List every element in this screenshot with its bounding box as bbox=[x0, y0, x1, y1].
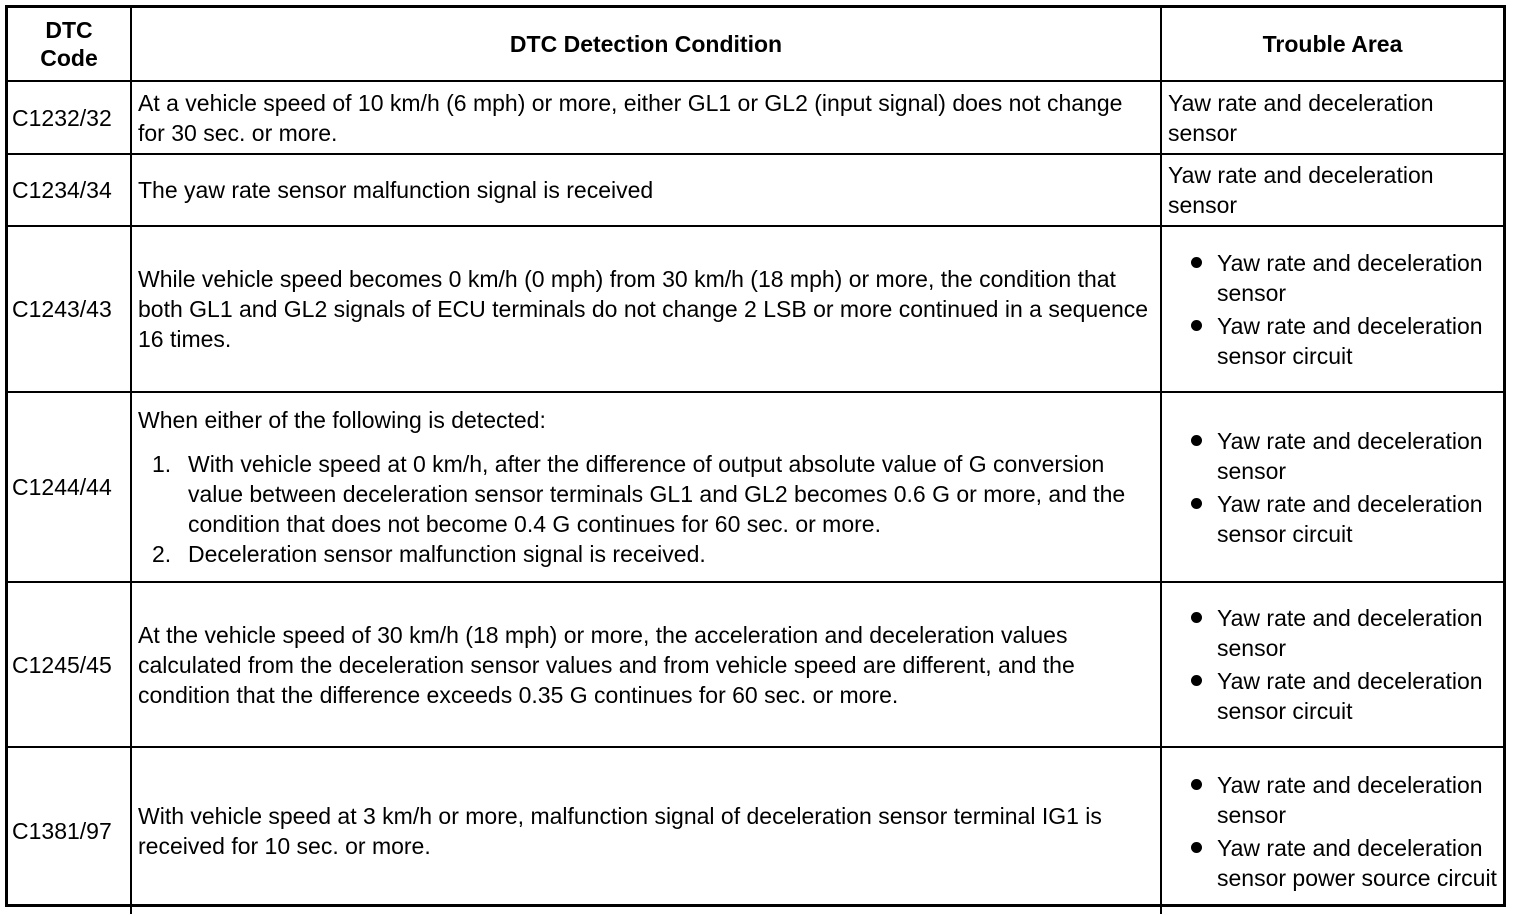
bullet-icon bbox=[1191, 675, 1202, 686]
detection-condition-cell: While vehicle speed becomes 0 km/h (0 mph) from 30 km/h (18 mph) or more, the condition that both GL1 and GL2 signals of ECU terminals do not change 2 LSB or more continued in a sequence 16 times. bbox=[131, 226, 1161, 392]
header-dtc-code-line1: DTC bbox=[45, 17, 93, 43]
trouble-area-list bbox=[1168, 770, 1503, 893]
dtc-table bbox=[8, 8, 1503, 914]
trouble-area-item: Yaw rate and deceleration sensor power source circuit bbox=[1168, 833, 1503, 893]
trouble-area-item: Yaw rate and deceleration sensor circuit bbox=[1168, 489, 1503, 549]
dtc-code-cell: C1244/44 bbox=[8, 392, 131, 582]
dtc-code-cell: C1243/43 bbox=[8, 226, 131, 392]
trouble-area-cell bbox=[1161, 582, 1503, 747]
dtc-table-frame bbox=[5, 5, 1506, 907]
trouble-area-item: Yaw rate and deceleration sensor bbox=[1168, 603, 1503, 663]
trouble-area-item: Yaw rate and deceleration sensor circuit bbox=[1168, 666, 1503, 726]
trouble-area-cell bbox=[1161, 747, 1503, 914]
trouble-area-list bbox=[1168, 248, 1503, 371]
detection-condition-cell bbox=[131, 392, 1161, 582]
trouble-area-cell bbox=[1161, 226, 1503, 392]
condition-lead-text: When either of the following is detected: bbox=[138, 407, 546, 433]
bullet-icon bbox=[1191, 842, 1202, 853]
trouble-area-list bbox=[1168, 603, 1503, 726]
trouble-area-list bbox=[1168, 426, 1503, 549]
table-row bbox=[8, 392, 1503, 582]
header-row bbox=[8, 8, 1503, 81]
trouble-area-cell: Yaw rate and deceleration sensor bbox=[1161, 81, 1503, 154]
condition-list-item: 2. Deceleration sensor malfunction signal is received. bbox=[152, 541, 706, 567]
dtc-code-cell: C1234/34 bbox=[8, 154, 131, 226]
list-number: 1. bbox=[152, 451, 172, 477]
dtc-code-cell: C1381/97 bbox=[8, 747, 131, 914]
bullet-icon bbox=[1191, 257, 1202, 268]
bullet-icon bbox=[1191, 612, 1202, 623]
bullet-icon bbox=[1191, 498, 1202, 509]
dtc-code-cell: C1245/45 bbox=[8, 582, 131, 747]
trouble-area-item: Yaw rate and deceleration sensor bbox=[1168, 770, 1503, 830]
trouble-area-cell bbox=[1161, 392, 1503, 582]
condition-list-item: 1. With vehicle speed at 0 km/h, after the difference of output absolute value of G conversion value between deceleration sensor terminals GL1 and GL2 becomes 0.6 G or more, and the condition that does not become 0.4 G continues for 60 sec. or more. bbox=[152, 451, 1126, 537]
bullet-icon bbox=[1191, 320, 1202, 331]
detection-condition-cell: The yaw rate sensor malfunction signal is received bbox=[131, 154, 1161, 226]
bullet-icon bbox=[1191, 435, 1202, 446]
detection-condition-cell: At the vehicle speed of 30 km/h (18 mph) or more, the acceleration and deceleration values calculated from the deceleration sensor values and from vehicle speed are different, and the condition that the difference exceeds 0.35 G continues for 60 sec. or more. bbox=[131, 582, 1161, 747]
header-dtc-code bbox=[8, 8, 131, 81]
dtc-code-cell: C1232/32 bbox=[8, 81, 131, 154]
trouble-area-item: Yaw rate and deceleration sensor circuit bbox=[1168, 311, 1503, 371]
header-detection-condition: DTC Detection Condition bbox=[131, 8, 1161, 81]
detection-condition-cell: With vehicle speed at 3 km/h or more, malfunction signal of deceleration sensor terminal IG1 is received for 10 sec. or more. bbox=[131, 747, 1161, 914]
header-dtc-code-line2: Code bbox=[40, 45, 98, 71]
trouble-area-cell: Yaw rate and deceleration sensor bbox=[1161, 154, 1503, 226]
detection-condition-cell: At a vehicle speed of 10 km/h (6 mph) or more, either GL1 or GL2 (input signal) does not change for 30 sec. or more. bbox=[131, 81, 1161, 154]
table-row bbox=[8, 81, 1503, 154]
trouble-area-item: Yaw rate and deceleration sensor bbox=[1168, 426, 1503, 486]
list-number: 2. bbox=[152, 541, 172, 567]
bullet-icon bbox=[1191, 779, 1202, 790]
table-row bbox=[8, 747, 1503, 914]
table-row bbox=[8, 226, 1503, 392]
header-trouble-area: Trouble Area bbox=[1161, 8, 1503, 81]
table-row bbox=[8, 582, 1503, 747]
table-row bbox=[8, 154, 1503, 226]
condition-list bbox=[138, 449, 1154, 569]
trouble-area-item: Yaw rate and deceleration sensor bbox=[1168, 248, 1503, 308]
